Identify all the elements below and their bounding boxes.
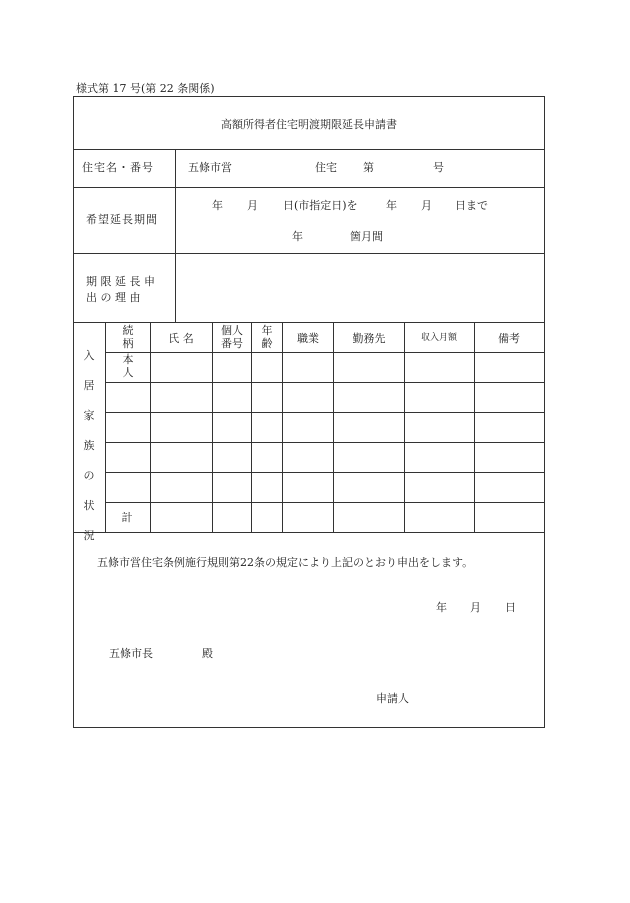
table-column-divider	[333, 322, 334, 532]
divider	[73, 532, 545, 533]
period-duration-year: 年	[292, 230, 303, 243]
divider	[73, 187, 545, 188]
date-day: 日	[505, 601, 516, 614]
housing-go: 号	[433, 161, 444, 174]
side-label-char: 居	[83, 379, 95, 392]
housing-jutaku: 住宅	[315, 161, 337, 174]
table-row-divider	[105, 502, 545, 503]
housing-dai: 第	[363, 161, 374, 174]
header-id-number-line: 個人	[221, 324, 243, 337]
period-end-month: 月	[421, 199, 432, 212]
period-duration-months: 箇月間	[350, 230, 383, 243]
form-reference-number: 様式第 17 号(第 22 条関係)	[76, 82, 215, 95]
header-occupation: 職業	[297, 332, 319, 345]
table-column-divider	[150, 322, 151, 532]
total-label: 計	[121, 511, 133, 524]
table-column-divider	[474, 322, 475, 532]
table-row-divider	[105, 382, 545, 383]
period-end-day: 日まで	[455, 199, 488, 212]
applicant-name-field[interactable]	[415, 686, 535, 710]
relation-self-char: 人	[122, 365, 134, 379]
header-id-number	[216, 325, 248, 350]
housing-label: 住宅名・番号	[82, 161, 154, 174]
applicant-label: 申請人	[376, 692, 409, 705]
relation-input[interactable]	[106, 473, 149, 501]
header-relation	[115, 325, 141, 350]
relation-input[interactable]	[106, 413, 149, 441]
housing-city: 五條市営	[188, 161, 232, 174]
table-column-divider	[282, 322, 283, 532]
header-name: 氏 名	[168, 332, 194, 345]
addressee-mayor: 五條市長	[109, 647, 153, 660]
side-label-char: 族	[83, 439, 95, 452]
period-start-year: 年	[212, 199, 223, 212]
period-start-month: 月	[247, 199, 258, 212]
reason-label-line2: 出 の 理 由	[86, 291, 141, 304]
relation-self-char: 本	[122, 353, 134, 366]
table-column-divider	[404, 322, 405, 532]
reason-label-line1: 期 限 延 長 申	[86, 275, 155, 288]
table-row-divider	[105, 352, 545, 353]
header-relation-char: 柄	[122, 336, 134, 350]
reason-text-area[interactable]	[177, 255, 543, 320]
side-label-char: 況	[83, 529, 95, 542]
header-remarks: 備考	[498, 332, 520, 345]
table-column-divider	[251, 322, 252, 532]
header-monthly-income: 収入月額	[420, 333, 458, 343]
table-column-divider	[212, 322, 213, 532]
period-end-year: 年	[386, 199, 397, 212]
period-start-day: 日(市指定日)を	[283, 199, 358, 212]
table-row-divider	[105, 442, 545, 443]
side-label-char: 状	[83, 499, 95, 512]
divider	[73, 253, 545, 254]
addressee-honorific: 殿	[202, 647, 213, 660]
period-label: 希望延長期間	[86, 213, 158, 226]
header-workplace: 勤務先	[352, 332, 386, 345]
table-row-divider	[105, 412, 545, 413]
family-side-label	[82, 341, 96, 551]
header-relation-char: 続	[122, 324, 134, 337]
header-id-number-line: 番号	[221, 336, 243, 350]
declaration-text: 五條市営住宅条例施行規則第22条の規定により上記のとおり申出をします。	[97, 556, 474, 569]
divider	[73, 149, 545, 150]
relation-self	[115, 354, 141, 379]
header-age	[257, 325, 277, 350]
table-row-divider	[105, 472, 545, 473]
date-month: 月	[470, 601, 481, 614]
header-age-char: 齢	[261, 336, 273, 350]
relation-input[interactable]	[106, 443, 149, 471]
label-column-divider	[175, 149, 176, 322]
date-year: 年	[436, 601, 447, 614]
side-label-char: 家	[83, 409, 95, 422]
relation-input[interactable]	[106, 383, 149, 411]
form-title: 高額所得者住宅明渡期限延長申請書	[221, 118, 397, 131]
housing-number-field[interactable]	[380, 156, 430, 178]
header-age-char: 年	[261, 324, 273, 337]
side-label-char: 入	[83, 349, 95, 362]
side-label-char: の	[83, 469, 95, 482]
